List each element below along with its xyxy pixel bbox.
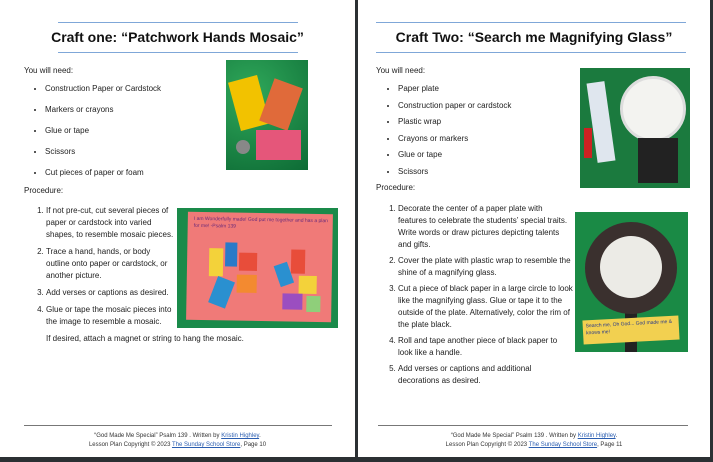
list-item: • Glue or tape	[45, 126, 161, 136]
footer-text: .	[259, 433, 261, 439]
list-item: • Cut pieces of paper or foam	[45, 168, 161, 178]
list-item: • Construction paper or cardstock	[398, 101, 511, 111]
photo-caption: Search me, Oh God... God made me & knows me!	[582, 316, 679, 345]
title-rule-bottom	[58, 52, 298, 53]
footer-text: “God Made Me Special” Psalm 139 . Written by	[94, 433, 222, 439]
footer-rule	[378, 425, 688, 426]
hang-note: If desired, attach a magnet or string to hang the mosaic.	[46, 334, 244, 343]
title-rule-bottom	[376, 52, 686, 53]
list-item: 4. Glue or tape the mosaic pieces into the image to resemble a mosaic.	[46, 304, 174, 328]
title-rule-top	[58, 22, 298, 23]
list-item: • Paper plate	[398, 84, 511, 94]
page-title: Craft one: “Patchwork Hands Mosaic”	[51, 29, 304, 45]
supplies-photo	[226, 60, 308, 170]
list-item: • Markers or crayons	[45, 105, 161, 115]
page-number: , Page 10	[240, 442, 267, 448]
list-item: 1. If not pre-cut, cut several pieces of paper or cardstock into varied shapes, to resemble mosaic pieces.	[46, 205, 174, 241]
title-rule-top	[376, 22, 686, 23]
footer	[0, 432, 355, 450]
procedure-list	[398, 203, 573, 387]
author-link[interactable]: Kristin Highley	[221, 433, 260, 439]
procedure-label: Procedure:	[376, 183, 416, 192]
list-item: 4. Roll and tape another piece of black paper to look like a handle.	[398, 335, 573, 359]
list-item: • Construction Paper or Cardstock	[45, 84, 161, 94]
list-item: 3. Add verses or captions as desired.	[46, 287, 174, 299]
procedure-list	[46, 205, 174, 328]
list-item: • Crayons or markers	[398, 134, 511, 144]
list-item: • Scissors	[45, 147, 161, 157]
footer-text: Lesson Plan Copyright © 2023	[445, 442, 529, 448]
materials-list	[45, 84, 161, 178]
footer-text: Lesson Plan Copyright © 2023	[88, 442, 172, 448]
footer-text: .	[615, 433, 618, 439]
list-item: 3. Cut a piece of black paper in a large circle to look like the magnifying glass. Glue or tape it to the outside of the plate. Alternatively, color the rim of the plate black.	[398, 283, 573, 331]
page-10	[0, 0, 355, 457]
need-label: You will need:	[24, 66, 74, 75]
store-link[interactable]: The Sunday School Store	[528, 442, 598, 448]
list-item: • Plastic wrap	[398, 117, 511, 127]
magnifying-glass-photo	[575, 212, 688, 352]
supplies-photo	[580, 68, 690, 188]
list-item: 1. Decorate the center of a paper plate with features to celebrate the students’ special traits. Write words or draw pictures depicting talents and gifts.	[398, 203, 573, 251]
list-item: 2. Trace a hand, hands, or body outline onto paper or cardstock, or another picture.	[46, 246, 174, 282]
photo-caption: I am Wonderfully made! God put me together and has a plan for me! -Psalm 139	[193, 215, 329, 230]
page-title: Craft Two: “Search me Magnifying Glass”	[395, 29, 673, 45]
page-11	[358, 0, 710, 457]
page-number: , Page 11	[597, 442, 623, 448]
store-link[interactable]: The Sunday School Store	[171, 442, 241, 448]
footer-rule	[24, 425, 332, 426]
mosaic-photo	[177, 208, 338, 328]
list-item: • Glue or tape	[398, 150, 511, 160]
procedure-block	[46, 205, 244, 344]
materials-list	[398, 84, 511, 177]
author-link[interactable]: Kristin Highley	[577, 433, 616, 439]
list-item: 5. Add verses or captions and additional decorations as desired.	[398, 363, 573, 387]
list-item: 2. Cover the plate with plastic wrap to resemble the shine of a magnifying glass.	[398, 255, 573, 279]
footer-text: “God Made Me Special” Psalm 139 . Written by	[450, 433, 578, 439]
procedure-label: Procedure:	[24, 186, 64, 195]
footer	[358, 432, 710, 450]
need-label: You will need:	[376, 66, 426, 75]
list-item: • Scissors	[398, 167, 511, 177]
